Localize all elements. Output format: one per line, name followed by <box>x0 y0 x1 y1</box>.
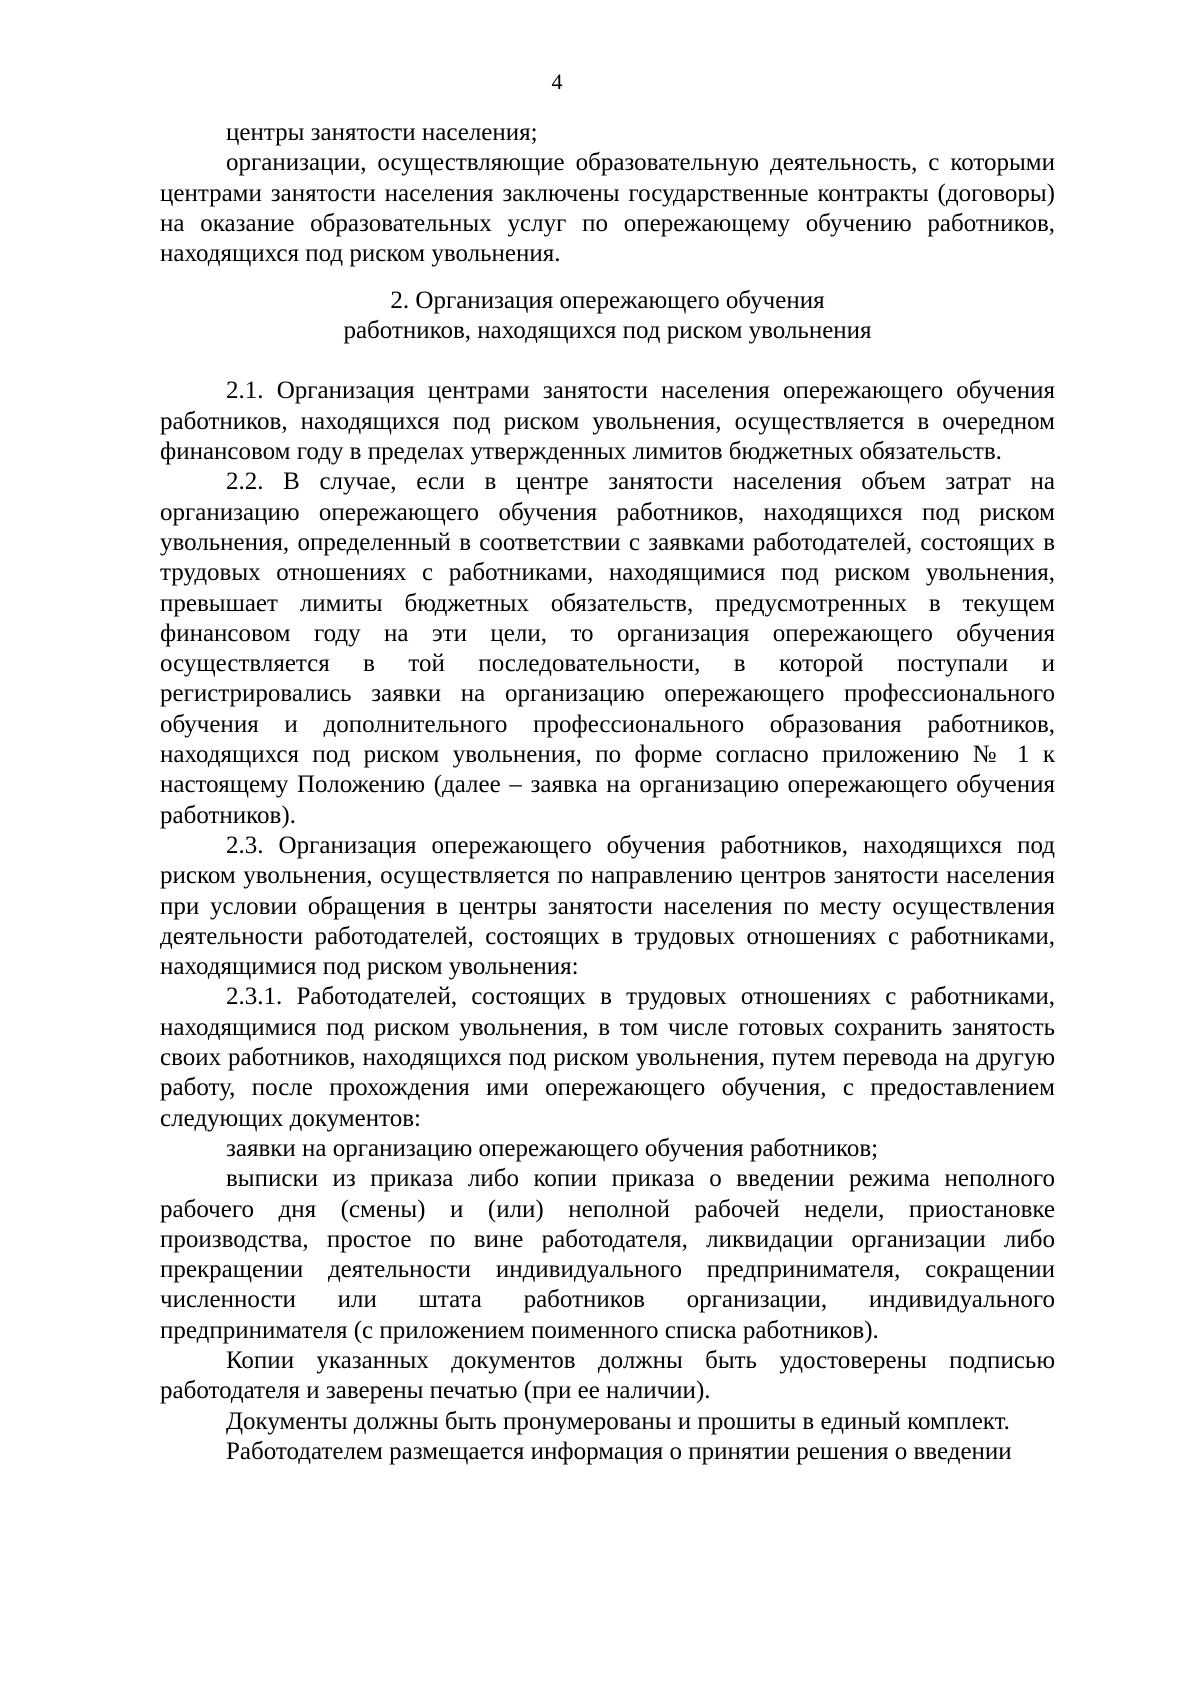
spacer <box>160 346 1055 376</box>
section-heading-line-1: 2. Организация опережающего обучения <box>390 287 825 315</box>
document-body <box>160 118 1055 1467</box>
paragraph-2-3: 2.3. Организация опережающего обучения работников, находящихся под риском увольнения, осуществляется по направлению центров занятости населения при условии обращения в центры занятости населения по месту осуществления деятельности работодателей, состоящих в трудовых отношениях с работниками, находящимися под риском увольнения: <box>160 831 1055 981</box>
spacer <box>160 269 1055 286</box>
paragraph-2-3-1: 2.3.1. Работодателей, состоящих в трудовых отношениях с работниками, находящимися под риском увольнения, в том числе готовых сохранить занятость своих работников, находящихся под риском увольнения, путем перевода на другую работу, после прохождения ими опережающего обучения, с предоставлением следующих документов: <box>160 983 1055 1132</box>
paragraph: центры занятости населения; <box>226 119 538 146</box>
paragraph: организации, осуществляющие образовательную деятельность, с которыми центрами занятости населения заключены государственные контракты (договоры) на оказание образовательных услуг по опережающему обучению работников, находящихся под риском увольнения. <box>160 149 1055 268</box>
list-item-application: заявки на организацию опережающего обучения работников; <box>226 1134 879 1162</box>
section-heading-line-2: работников, находящихся под риском увольнения <box>343 317 872 345</box>
paragraph-copies-certified: Копии указанных документов должны быть удостоверены подписью работодателя и заверены печатью (при ее наличии). <box>160 1346 1055 1405</box>
paragraph-employer-info: Работодателем размещается информация о принятии решения о введении <box>226 1437 1012 1465</box>
paragraph-documents-numbered: Документы должны быть пронумерованы и прошиты в единый комплект. <box>226 1407 1010 1435</box>
page-number: 4 <box>551 69 563 94</box>
paragraph-2-2: 2.2. В случае, если в центре занятости населения объем затрат на организацию опережающего обучения работников, находящихся под риском увольнения, определенный в соответствии с заявками работодателей, состоящих в трудовых отношениях с работниками, находящимися под риском увольнения, превышает лимиты бюджетных обязательств, предусмотренных в текущем финансовом году на эти цели, то организация опережающего обучения осуществляется в той последовательности, в которой поступали и регистрировались заявки на организацию опережающего профессионального обучения и дополнительного профессионального образования работников, находящихся под риском увольнения, по форме согласно приложению № 1 к настоящему Положению (далее – заявка на организацию опережающего обучения работников). <box>160 468 1055 829</box>
paragraph-2-1: 2.1. Организация центрами занятости населения опережающего обучения работников, находящихся под риском увольнения, осуществляется в очередном финансовом году в пределах утвержденных лимитов бюджетных обязательств. <box>160 377 1055 466</box>
list-item-order-extract: выписки из приказа либо копии приказа о введении режима неполного рабочего дня (смены) и (или) неполной рабочей недели, приостановке производства, простое по вине работодателя, ликвидации организации либо прекращении деятельности индивидуального предпринимателя, сокращении численности или штата работников организации, индивидуального предпринимателя (с приложением поименного списка работников). <box>160 1165 1055 1344</box>
